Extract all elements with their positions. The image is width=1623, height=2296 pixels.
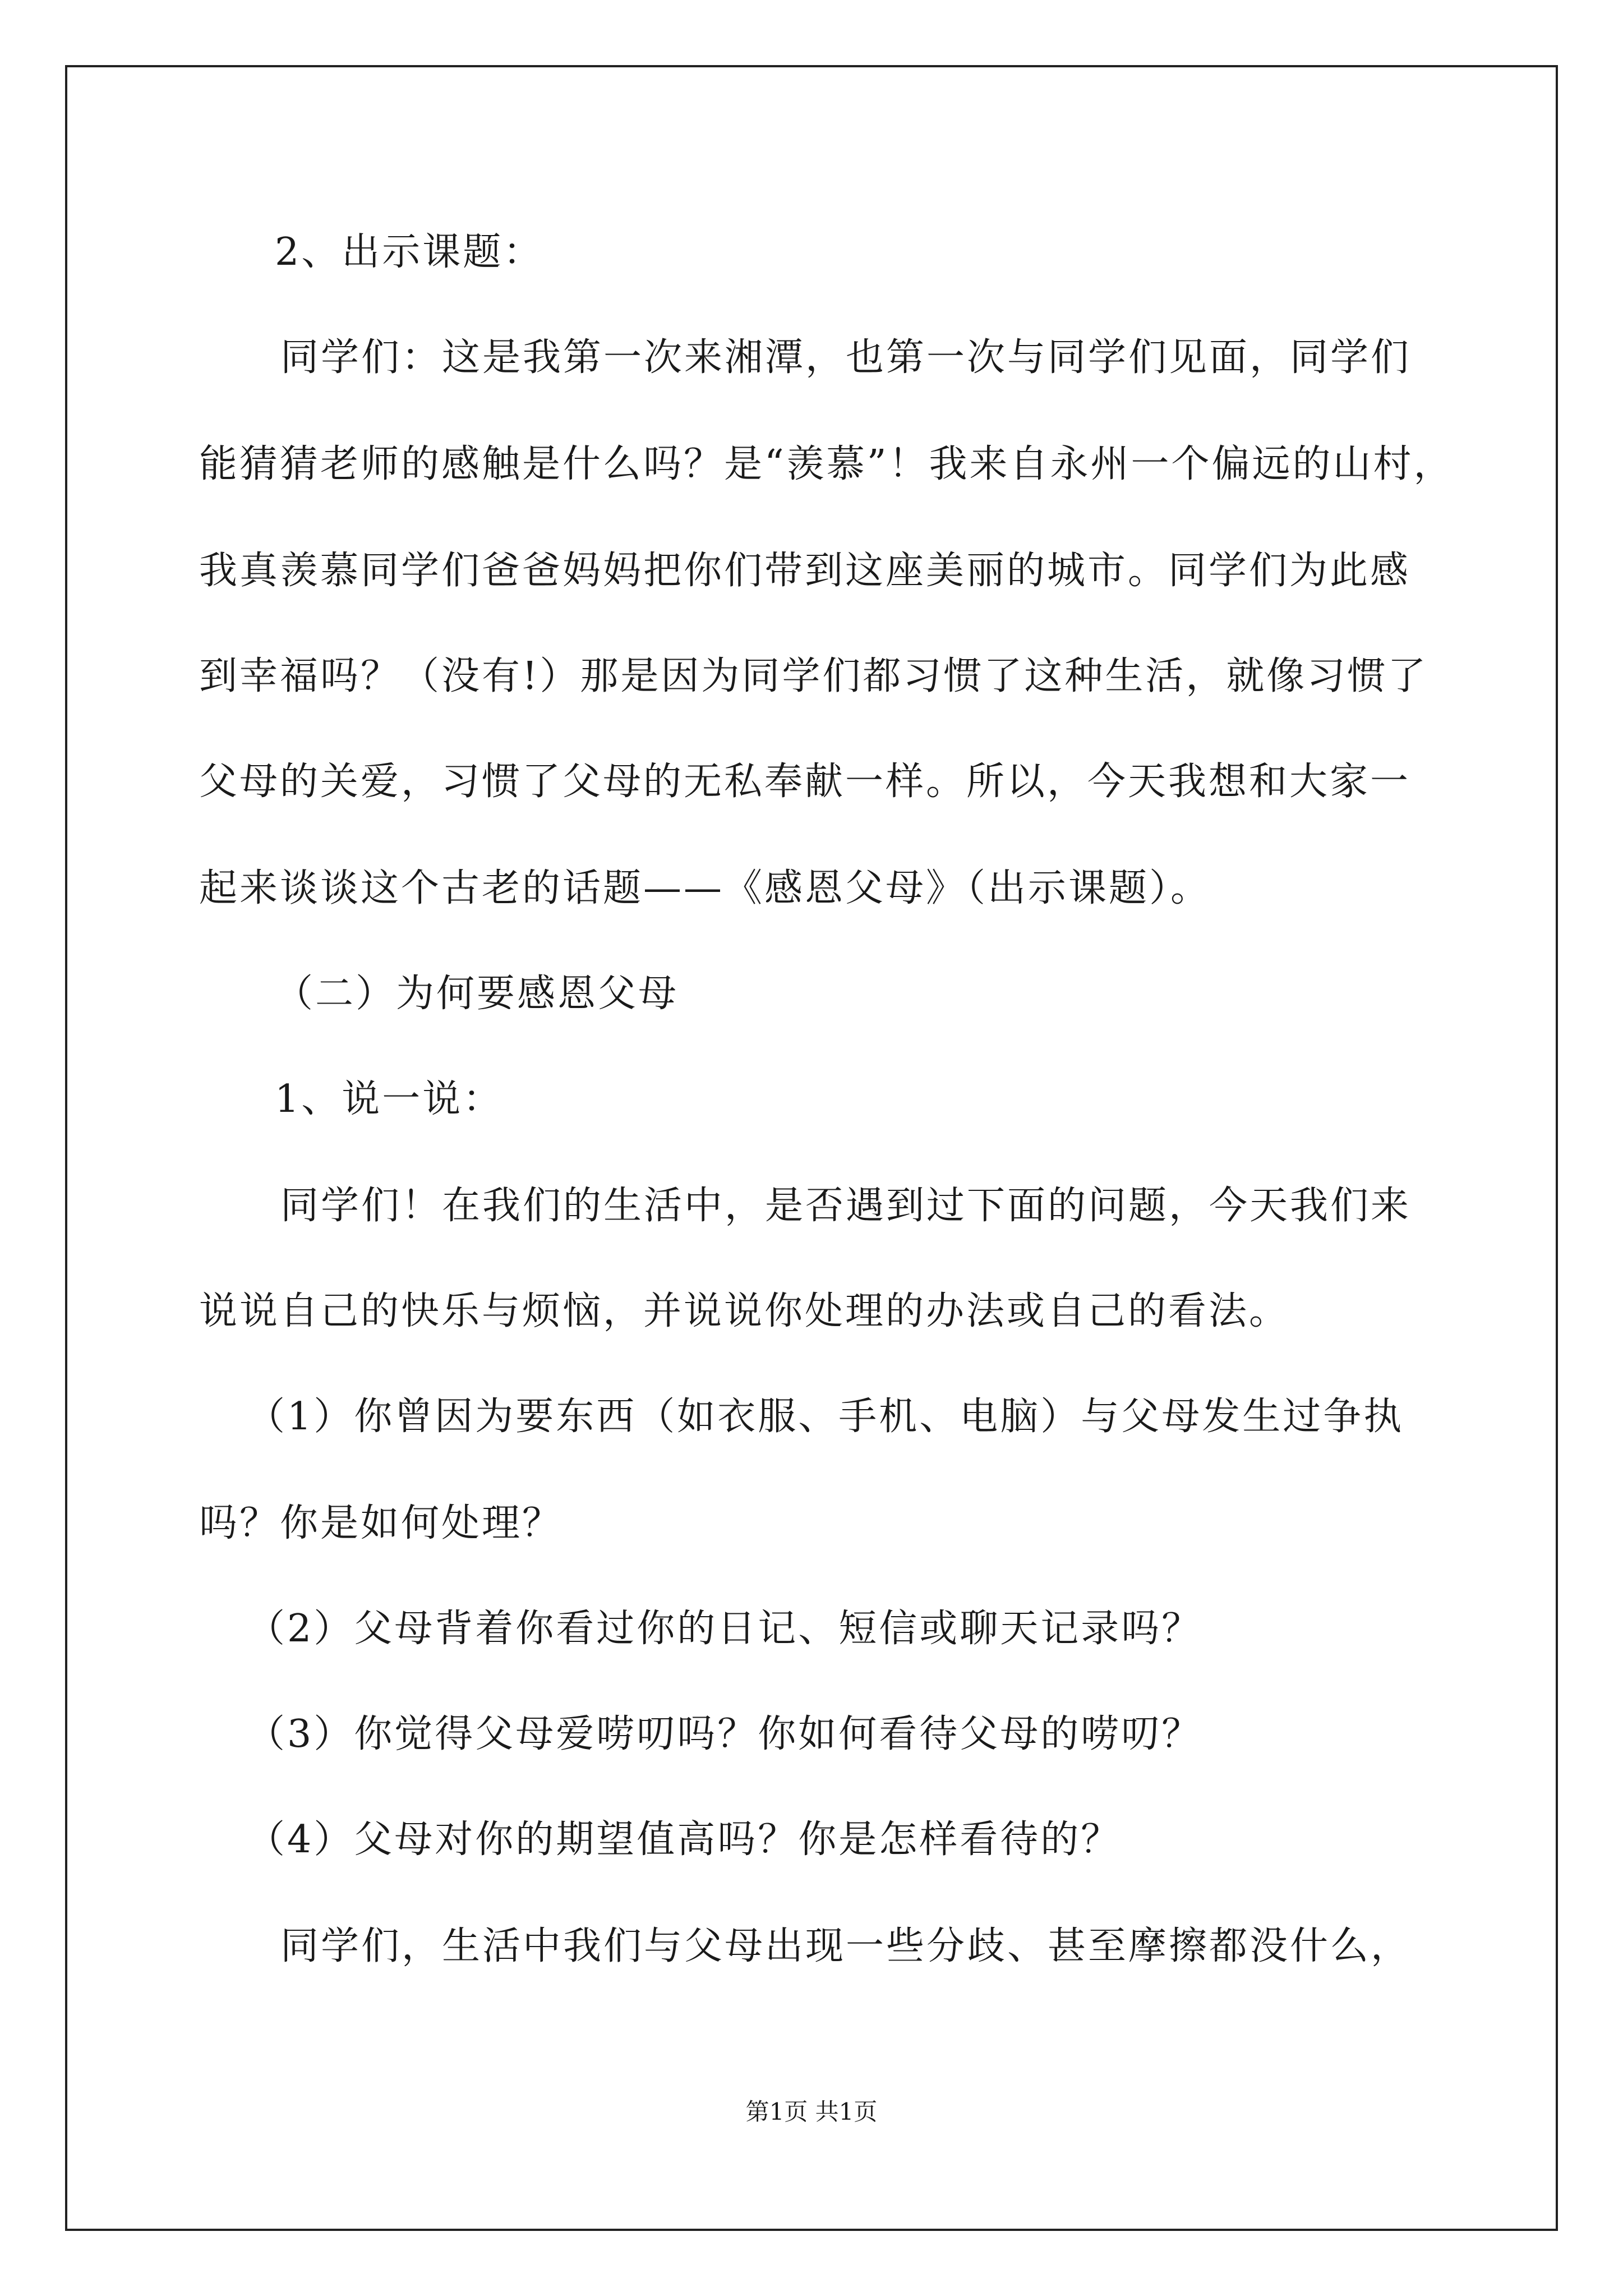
- text-line: 到幸福吗？（没有!）那是因为同学们都习惯了这种生活，就像习惯了: [199, 654, 1428, 698]
- section-heading: （二）为何要感恩父母: [275, 972, 679, 1016]
- text-line: 父母的关爱，习惯了父母的无私奉献一样。所以，今天我想和大家一: [199, 760, 1411, 804]
- text-line: 能猜猜老师的感触是什么吗？是“羡慕”！我来自永州一个偏远的山村，: [199, 442, 1454, 486]
- text-line: 吗？你是如何处理？: [199, 1501, 563, 1545]
- text-line: 同学们！在我们的生活中，是否遇到过下面的问题，今天我们来: [280, 1184, 1412, 1228]
- text-line: （1）你曾因为要东西（如衣服、手机、电脑）与父母发生过争执: [247, 1395, 1404, 1439]
- text-line: 我真羡慕同学们爸爸妈妈把你们带到这座美丽的城市。同学们为此感: [199, 549, 1411, 593]
- text-line: 同学们：这是我第一次来湘潭，也第一次与同学们见面，同学们: [280, 335, 1412, 380]
- text-line: （3）你觉得父母爱唠叨吗？你如何看待父母的唠叨？: [247, 1712, 1202, 1756]
- text-line: 1、说一说：: [275, 1077, 504, 1121]
- text-line: 2、出示课题：: [275, 230, 544, 274]
- text-line: 说说自己的快乐与烦恼，并说说你处理的办法或自己的看法。: [199, 1289, 1290, 1333]
- text-line: （2）父母背着你看过你的日记、短信或聊天记录吗？: [247, 1607, 1202, 1651]
- text-line: 起来谈谈这个古老的话题——《感恩父母》（出示课题）。: [199, 866, 1211, 910]
- page-footer: 第1页 共1页: [745, 2098, 878, 2125]
- text-line: 同学们，生活中我们与父母出现一些分歧、甚至摩擦都没什么，: [280, 1924, 1412, 1968]
- text-line: （4）父母对你的期望值高吗？你是怎样看待的？: [247, 1818, 1122, 1862]
